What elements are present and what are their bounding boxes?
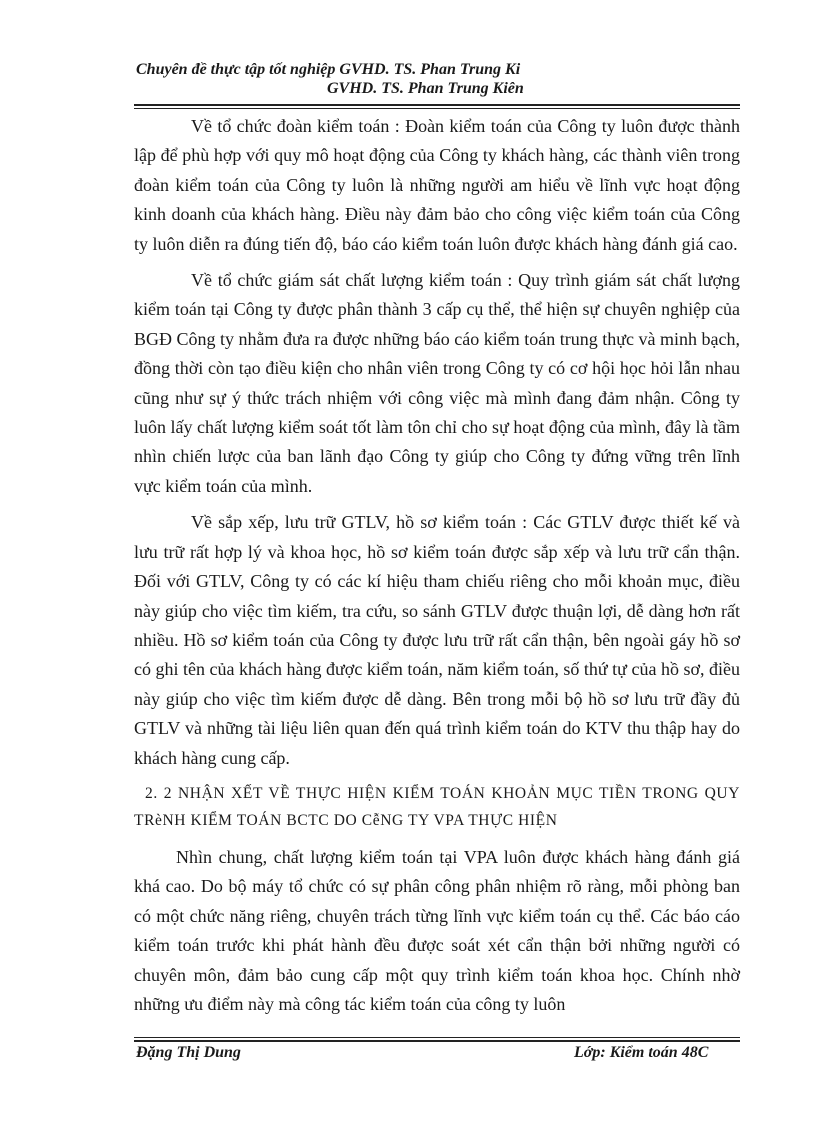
paragraph-overall-assessment: Nhìn chung, chất lượng kiểm toán tại VPA luôn được khách hàng đánh giá khá cao. Do bộ máy tổ chức có sự phân công phân nhiệm rõ ràng, mỗi phòng ban có một chức năng riêng, chuyên trách từng lĩnh vực kiểm toán cụ thể. Các báo cáo kiểm toán trước khi phát hành đều được soát xét cẩn thận bởi những người có chuyên môn, đảm bảo cung cấp một quy trình kiểm toán khoa học. Chính nhờ những ưu điểm này mà công tác kiểm toán của công ty luôn <box>134 846 740 1014</box>
document-body <box>134 112 740 1026</box>
header-divider-thin <box>134 108 740 109</box>
header-title-line2: GVHD. TS. Phan Trung Kiên <box>327 80 524 97</box>
footer-divider-thick <box>134 1040 740 1042</box>
header-divider-thick <box>134 104 740 106</box>
paragraph-quality-supervision: Về tổ chức giám sát chất lượng kiểm toán : Quy trình giám sát chất lượng kiểm toán tại Công ty được phân thành 3 cấp cụ thể, thể hiện sự chuyên nghiệp của BGĐ Công ty nhằm đưa ra được những báo cáo kiểm toán trung thực và minh bạch, đồng thời còn tạo điều kiện cho nhân viên trong Công ty có cơ hội học hỏi lẫn nhau cũng như sự ý thức trách nhiệm với công việc mà mình đang đảm nhận. Công ty luôn lấy chất lượng kiểm soát tốt làm tôn chỉ cho sự hoạt động của mình, đây là tầm nhìn chiến lược của ban lãnh đạo Công ty giúp cho Công ty đứng vững trên lĩnh vực kiểm toán của mình. <box>134 270 740 496</box>
page-footer <box>0 1034 816 1074</box>
footer-author: Đặng Thị Dung <box>136 1044 241 1061</box>
paragraph-working-papers: Về sắp xếp, lưu trữ GTLV, hồ sơ kiểm toán : Các GTLV được thiết kế và lưu trữ rất hợp lý và khoa học, hồ sơ kiểm toán được sắp xếp và lưu trữ cẩn thận. Đối với GTLV, Công ty có các kí hiệu tham chiếu riêng cho mỗi khoản mục, điều này giúp cho việc tìm kiếm, tra cứu, so sánh GTLV được thuận lợi, dễ dàng hơn rất nhiều. Hồ sơ kiểm toán của Công ty được lưu trữ rất cẩn thận, bên ngoài gáy hồ sơ có ghi tên của khách hàng được kiểm toán, năm kiểm toán, số thứ tự của hồ sơ, điều này giúp cho việc tìm kiếm được dễ dàng. Bên trong mỗi bộ hồ sơ lưu trữ đầy đủ GTLV và những tài liệu liên quan đến quá trình kiểm toán do KTV thu thập hay do khách hàng cung cấp. <box>134 512 740 768</box>
header-title-line1: Chuyên đề thực tập tốt nghiệp GVHD. TS. Phan Trung Ki <box>136 61 521 78</box>
paragraph-audit-team: Về tổ chức đoàn kiểm toán : Đoàn kiểm toán của Công ty luôn được thành lập để phù hợp với quy mô hoạt động của Công ty khách hàng, các thành viên trong đoàn kiểm toán của Công ty luôn là những người am hiểu về lĩnh vực hoạt động kinh doanh của khách hàng. Điều này đảm bảo cho công việc kiểm toán của Công ty luôn diễn ra đúng tiến độ, báo cáo kiểm toán luôn được khách hàng đánh giá cao. <box>134 116 740 254</box>
page-header <box>0 58 816 108</box>
footer-divider-thin <box>134 1037 740 1038</box>
section-heading-2-2: 2. 2 NHẬN XẾT VỀ THỰC HIỆN KIỂM TOÁN KHOẢN MỤC TIỀN TRONG QUY TRèNH KIỂM TOÁN BCTC DO CễNG TY VPA THỰC HIỆN <box>134 784 740 830</box>
footer-class: Lớp: Kiểm toán 48C <box>574 1044 709 1061</box>
